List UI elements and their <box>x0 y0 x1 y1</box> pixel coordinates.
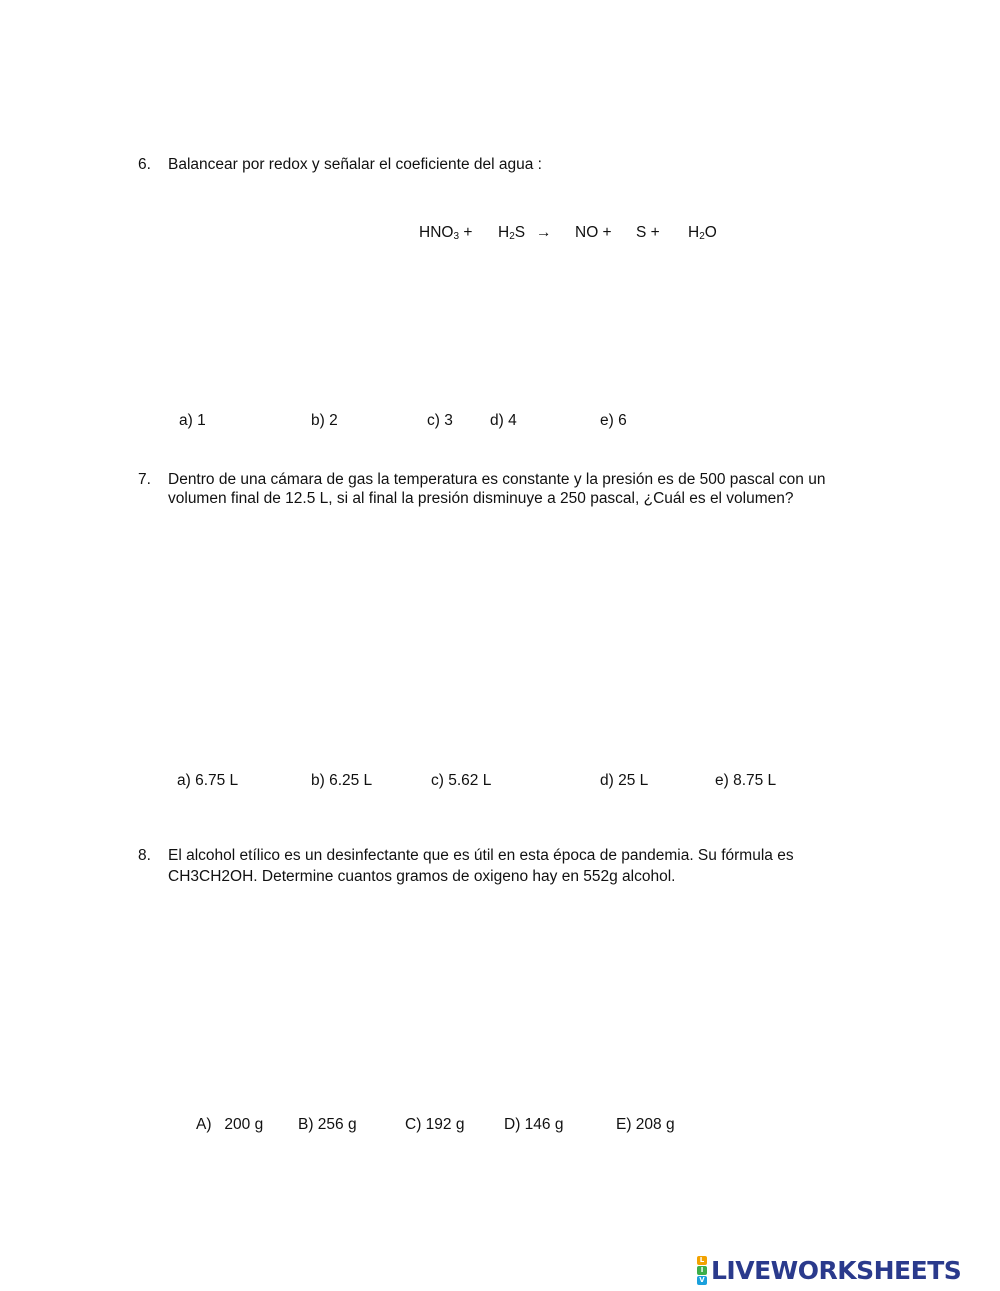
q8-option-e[interactable]: E) 208 g <box>616 1116 675 1133</box>
equation-product-s: S + <box>636 224 660 241</box>
question-6-text: Balancear por redox y señalar el coeficiente del agua : <box>168 156 542 173</box>
question-6-number: 6. <box>138 156 151 173</box>
q8-option-d[interactable]: D) 146 g <box>504 1116 564 1133</box>
q6-option-b[interactable]: b) 2 <box>311 412 338 429</box>
q8-option-b[interactable]: B) 256 g <box>298 1116 357 1133</box>
q6-option-c[interactable]: c) 3 <box>427 412 453 429</box>
logo-tile-i: I <box>697 1266 707 1275</box>
q7-option-e[interactable]: e) 8.75 L <box>715 772 777 789</box>
question-7-line-1: Dentro de una cámara de gas la temperatura es constante y la presión es de 500 pascal con un <box>168 471 826 488</box>
q8-option-a[interactable]: A) 200 g <box>196 1116 264 1133</box>
question-8-line-1: El alcohol etílico es un desinfectante que es útil en esta época de pandemia. Su fórmula es <box>168 847 794 864</box>
q6-option-e[interactable]: e) 6 <box>600 412 627 429</box>
q6-option-a[interactable]: a) 1 <box>179 412 206 429</box>
logo-tile-v: V <box>697 1276 707 1285</box>
q8-option-c[interactable]: C) 192 g <box>405 1116 465 1133</box>
q7-option-d[interactable]: d) 25 L <box>600 772 649 789</box>
question-7-line-2: volumen final de 12.5 L, si al final la presión disminuye a 250 pascal, ¿Cuál es el volumen? <box>168 490 794 507</box>
q7-option-b[interactable]: b) 6.25 L <box>311 772 373 789</box>
live-logo-mark-icon <box>697 1256 707 1285</box>
equation-reactant-hno3: $HNO_3$ + <box>419 224 473 242</box>
equation-reactant-h2s: $H_2S$ <box>498 224 526 242</box>
question-8-line-2: CH3CH2OH. Determine cuantos gramos de oxigeno hay en 552g alcohol. <box>168 868 676 885</box>
question-8-number: 8. <box>138 847 151 864</box>
equation-product-no: NO + <box>575 224 612 241</box>
equation-arrow: → <box>536 224 552 241</box>
q7-option-c[interactable]: c) 5.62 L <box>431 772 492 789</box>
q7-option-a[interactable]: a) 6.75 L <box>177 772 239 789</box>
question-7-number: 7. <box>138 471 151 488</box>
equation-product-h2o: $H_2O$ <box>688 224 717 242</box>
logo-wordmark: LIVEWORKSHEETS <box>711 1255 962 1285</box>
liveworksheets-logo <box>697 1255 961 1285</box>
logo-tile-l: L <box>697 1256 707 1265</box>
q6-option-d[interactable]: d) 4 <box>490 412 517 429</box>
